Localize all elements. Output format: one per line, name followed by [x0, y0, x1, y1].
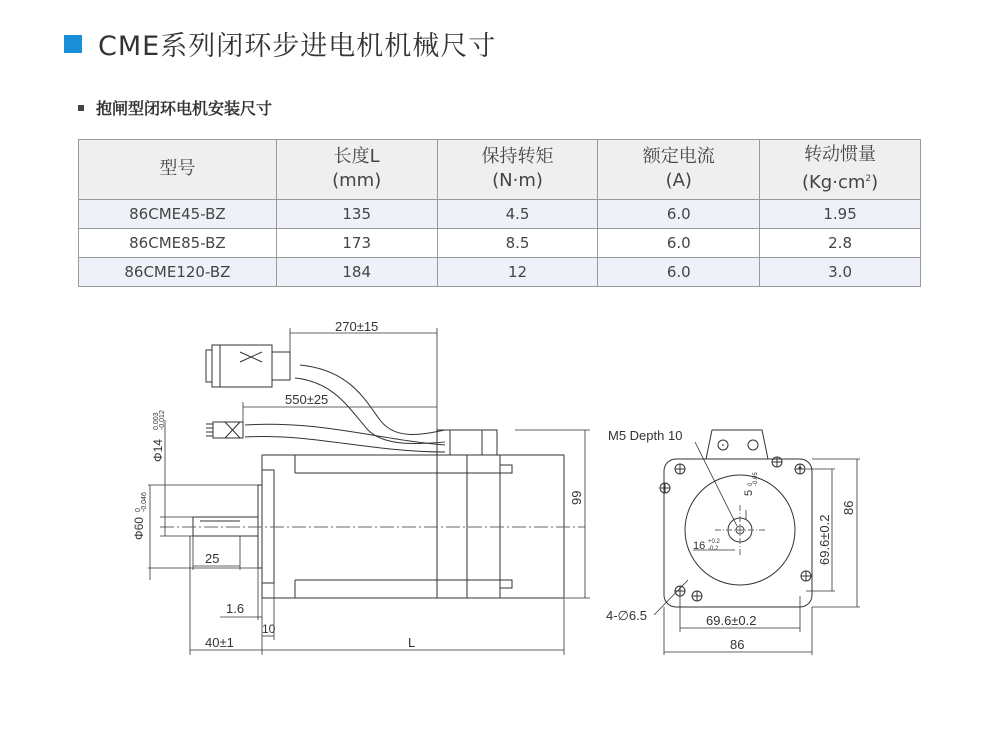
table-row — [79, 229, 921, 258]
dim-shaft-length: 40±1 — [205, 635, 234, 650]
dim-boss-depth: 1.6 — [226, 601, 245, 616]
table-row — [79, 200, 921, 229]
mounting-holes — [660, 457, 811, 601]
dim-height-front: 86 — [841, 500, 856, 515]
dim-flat-depth-tol-top: +0.2 — [708, 539, 720, 545]
cell-inertia: 3.0 — [760, 258, 921, 287]
cell-model: 86CME85-BZ — [79, 229, 277, 258]
mechanical-drawing — [0, 300, 1000, 700]
dim-hole-pitch-h: 69.6±0.2 — [706, 613, 757, 628]
dim-flat-tol-bot: -0.05 — [753, 472, 759, 486]
section-title: 抱闸型闭环电机安装尺寸 — [96, 99, 273, 118]
header-length: 长度L (mm) — [276, 140, 437, 200]
dim-boss-dia: Φ60 — [132, 517, 146, 540]
cell-current: 6.0 — [598, 200, 760, 229]
dim-shaft-tol-bot: -0.012 — [159, 410, 166, 430]
dim-height: 99 — [569, 490, 584, 505]
cell-length: 135 — [276, 200, 437, 229]
cell-length: 173 — [276, 229, 437, 258]
header-model: 型号 — [79, 140, 277, 200]
page-title: CME系列闭环步进电机机械尺寸 — [98, 31, 497, 62]
table-row — [79, 258, 921, 287]
dim-body-length: L — [408, 635, 416, 650]
dim-shaft-dia: Φ14 — [151, 439, 165, 462]
title-marker — [64, 35, 82, 53]
dim-flange-thickness: 10 — [262, 622, 276, 636]
cable-connector — [212, 345, 272, 387]
side-view — [132, 319, 590, 655]
cell-length: 184 — [276, 258, 437, 287]
section-heading — [78, 96, 272, 119]
dim-hole-pitch-v: 69.6±0.2 — [817, 514, 832, 565]
dim-shaft-tol-top: 0.003 — [153, 412, 160, 430]
cell-current: 6.0 — [598, 258, 760, 287]
cell-model: 86CME120-BZ — [79, 258, 277, 287]
cell-torque: 4.5 — [437, 200, 598, 229]
dim-boss-tol-top: 0 — [135, 508, 142, 512]
cell-current: 6.0 — [598, 229, 760, 258]
connector-housing — [437, 430, 497, 455]
cell-inertia: 2.8 — [760, 229, 921, 258]
front-view — [606, 428, 860, 655]
table-header-row — [79, 140, 921, 200]
dim-flat: 5 — [743, 489, 755, 496]
thread-callout: M5 Depth 10 — [608, 428, 683, 443]
bullet-icon — [78, 105, 84, 111]
cell-torque: 8.5 — [437, 229, 598, 258]
dim-key-length: 25 — [205, 551, 220, 566]
header-current: 额定电流 (A) — [598, 140, 760, 200]
holes-callout: 4-∅6.5 — [606, 608, 647, 623]
spec-table — [78, 139, 921, 287]
cable-plug — [213, 422, 243, 438]
header-inertia: 转动惯量 $(Kg\cdot cm^2)$ — [760, 140, 921, 200]
dim-width: 86 — [730, 637, 745, 652]
cell-model: 86CME45-BZ — [79, 200, 277, 229]
cell-torque: 12 — [437, 258, 598, 287]
dim-cable2: 550±25 — [285, 392, 329, 407]
dim-cable1: 270±15 — [335, 319, 379, 334]
dim-flat-depth-tol-bot: -0.2 — [708, 546, 719, 552]
dim-boss-tol-bot: -0.046 — [141, 492, 148, 512]
dim-flat-depth: 16 — [693, 540, 706, 552]
cell-inertia: 1.95 — [760, 200, 921, 229]
header-torque: 保持转矩 (N·m) — [437, 140, 598, 200]
page-header — [64, 24, 496, 63]
dim-flat-tol-top: 0 — [748, 482, 754, 486]
